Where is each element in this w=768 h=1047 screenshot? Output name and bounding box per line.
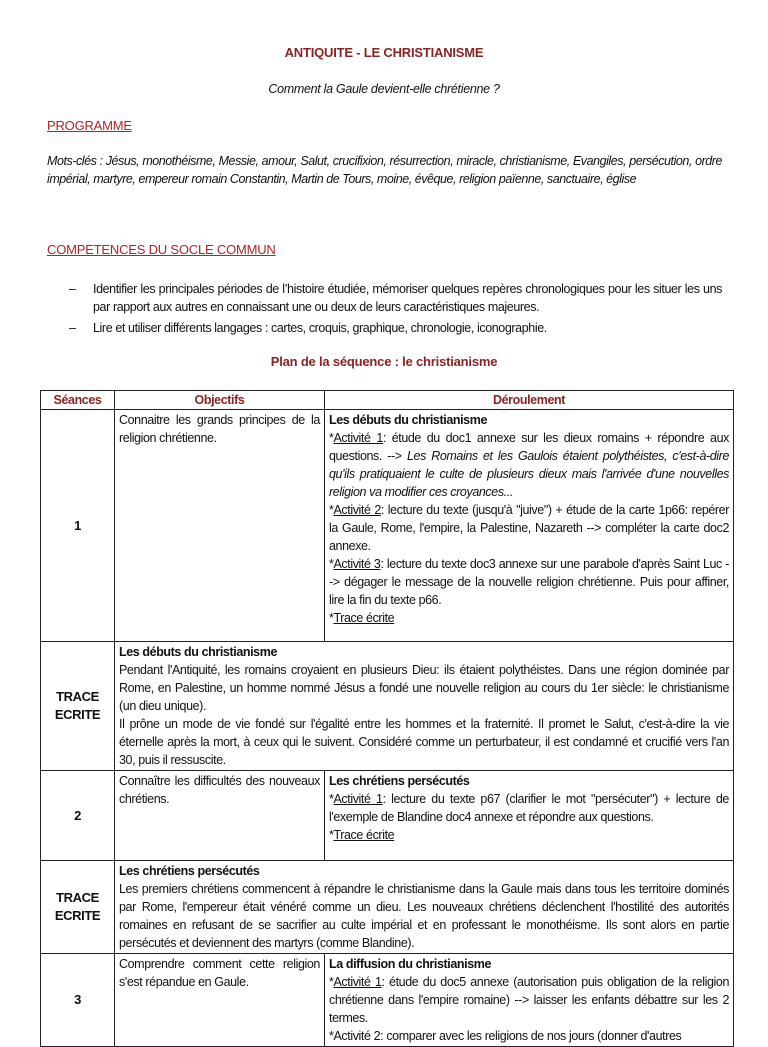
- activity-1: *Activité 1: étude du doc1 annexe sur les dieux romains + répondre aux questions. --> Les Romains et les Gaulois étaient polythéistes, c'est-à-dire qu'ils pratiquaient le culte de plusieurs dieux mais l'arrivée d'une nouvelles religion va modifier ces croyances...: [329, 431, 729, 499]
- activity-text: : étude du doc5 annexe (autorisation puis obligation de la religion chrétienne dans l'empire romaine) --> laisser les enfants débattre sur les 2 termes.: [329, 975, 729, 1025]
- session-title: La diffusion du christianisme: [329, 957, 492, 971]
- activity-text: : lecture du texte doc3 annexe sur une parabole d'après Saint Luc --> dégager le message de la nouvelle religion chrétienne. Puis pour affiner, lire la fin du texte p66.: [329, 557, 729, 607]
- session-title: Les chrétiens persécutés: [329, 774, 470, 788]
- seance-number: 2: [41, 771, 115, 861]
- trace-ecrite-label: TRACE ECRITE: [41, 861, 115, 954]
- activity-2: *Activité 2: lecture du texte (jusqu'à "juive") + étude de la carte 1p66: repérer la Gaule, Rome, l'empire, la Palestine, Nazareth --> compléter la carte doc2 annexe.: [329, 503, 729, 553]
- activity-2: *Activité 2: comparer avec les religions de nos jours (donner d'autres: [329, 1029, 682, 1043]
- activity-1: *Activité 1: lecture du texte p67 (clarifier le mot "persécuter") + lecture de l'exemple de Blandine doc4 annexe et répondre aux questions.: [329, 792, 729, 824]
- header-deroulement: Déroulement: [325, 391, 734, 410]
- table-row: [41, 771, 734, 861]
- competences-heading: COMPETENCES DU SOCLE COMMUN: [47, 242, 276, 257]
- table-row: [41, 861, 734, 954]
- trace-paragraph: Les premiers chrétiens commencent à répandre le christianisme dans la Gaule mais dans tous les territoire dominés par Rome, l'empereur était vénéré comme un dieu. Les nouveaux chrétiens déclenchent l'hostilité des autorités romaines en refusant de se sacrifier au culte impérial et en professant le monothéisme. Ils sont alors en partie persécutés et deviennent des martyrs (comme Blandine).: [119, 882, 729, 950]
- trace-ecrite-link: *Trace écrite: [329, 828, 395, 842]
- objectif-cell: Connaître les difficultés des nouveaux chrétiens.: [115, 771, 325, 861]
- activity-text: : étude du doc1 annexe sur les dieux romains + répondre aux questions. -->: [329, 431, 729, 463]
- document-title: ANTIQUITE - LE CHRISTIANISME: [284, 45, 484, 60]
- deroulement-cell: [325, 954, 734, 1047]
- activity-label: Activité 2: [333, 503, 381, 517]
- competence-text: Identifier les principales périodes de l’histoire étudiée, mémoriser quelques repères chronologiques pour les situer les uns par rapport aux autres en connaissant une ou deux de leurs caractéristiques majeures.: [93, 282, 722, 314]
- objectif-cell: Connaitre les grands principes de la religion chrétienne.: [115, 410, 325, 642]
- trace-ecrite-cell: [115, 642, 734, 771]
- activity-1: *Activité 1: étude du doc5 annexe (autorisation puis obligation de la religion chrétienne dans l'empire romaine) --> laisser les enfants débattre sur les 2 termes.: [329, 975, 729, 1025]
- header-objectifs: Objectifs: [115, 391, 325, 410]
- trace-paragraph: Il prône un mode de vie fondé sur l'égalité entre les hommes et la fraternité. Il promet le Salut, c'est-à-dire la vie éternelle après la mort, à ceux qui le suivent. Considéré comme un perturbateur, il est condamné et crucifié vers l'an 30, puis il ressuscite.: [119, 717, 729, 767]
- plan-title: Plan de la séquence : le christianisme: [270, 354, 498, 369]
- deroulement-cell: [325, 410, 734, 642]
- sequence-table: [40, 390, 734, 1047]
- activity-label: Activité 3: [333, 557, 381, 571]
- keywords-paragraph: Mots-clés : Jésus, monothéisme, Messie, amour, Salut, crucifixion, résurrection, miracle, christianisme, Evangiles, persécution, ordre impérial, martyre, empereur romain Constantin, Martin de Tours, moine, évêque, religion païenne, sanctuaire, église: [47, 154, 722, 186]
- activity-text: : lecture du texte p67 (clarifier le mot "persécuter") + lecture de l'exemple de Blandine doc4 annexe et répondre aux questions.: [329, 792, 729, 824]
- list-item: [47, 281, 722, 316]
- seance-number: 1: [41, 410, 115, 642]
- trace-paragraph: Pendant l'Antiquité, les romains croyaient en plusieurs Dieu: ils étaient polythéistes. Dans une région dominée par Rome, en Palestine, un homme nommé Jésus a fondé une nouvelle religion au cours du 1er siècle: le christianisme (un dieu unique).: [119, 663, 729, 713]
- seance-number: 3: [41, 954, 115, 1047]
- trace-title: Les chrétiens persécutés: [119, 864, 260, 878]
- document-subtitle: Comment la Gaule devient-elle chrétienne ?: [268, 82, 500, 96]
- activity-3: *Activité 3: lecture du texte doc3 annexe sur une parabole d'après Saint Luc --> dégager le message de la nouvelle religion chrétienne. Puis pour affiner, lire la fin du texte p66.: [329, 557, 729, 607]
- table-row: [41, 410, 734, 642]
- list-item: [47, 320, 722, 338]
- trace-ecrite-cell: [115, 861, 734, 954]
- activity-italic: Les Romains et les Gaulois étaient polythéistes, c'est-à-dire qu'ils pratiquaient le culte de plusieurs dieux mais l'arrivée d'une nouvelles religion va modifier ces croyances...: [329, 449, 729, 499]
- table-header-row: [41, 391, 734, 410]
- trace-title: Les débuts du christianisme: [119, 645, 277, 659]
- competences-list: [47, 281, 722, 342]
- activity-label: Activité 1: [333, 792, 383, 806]
- activity-label: Activité 1: [333, 975, 382, 989]
- trace-ecrite-link: *Trace écrite: [329, 611, 395, 625]
- session-title: Les débuts du christianisme: [329, 413, 487, 427]
- deroulement-cell: [325, 771, 734, 861]
- activity-label: Activité 1: [333, 431, 383, 445]
- competence-text: Lire et utiliser différents langages : cartes, croquis, graphique, chronologie, iconographie.: [93, 321, 547, 335]
- programme-heading: PROGRAMME: [47, 118, 132, 133]
- dash-bullet: –: [69, 321, 76, 335]
- table-row: [41, 954, 734, 1047]
- header-seances: Séances: [41, 391, 115, 410]
- objectif-cell: Comprendre comment cette religion s'est répandue en Gaule.: [115, 954, 325, 1047]
- table-row: [41, 642, 734, 771]
- trace-ecrite-label: TRACE ECRITE: [41, 642, 115, 771]
- activity-text: : lecture du texte (jusqu'à "juive") + étude de la carte 1p66: repérer la Gaule, Rome, l'empire, la Palestine, Nazareth --> compléter la carte doc2 annexe.: [329, 503, 729, 553]
- dash-bullet: –: [69, 282, 76, 296]
